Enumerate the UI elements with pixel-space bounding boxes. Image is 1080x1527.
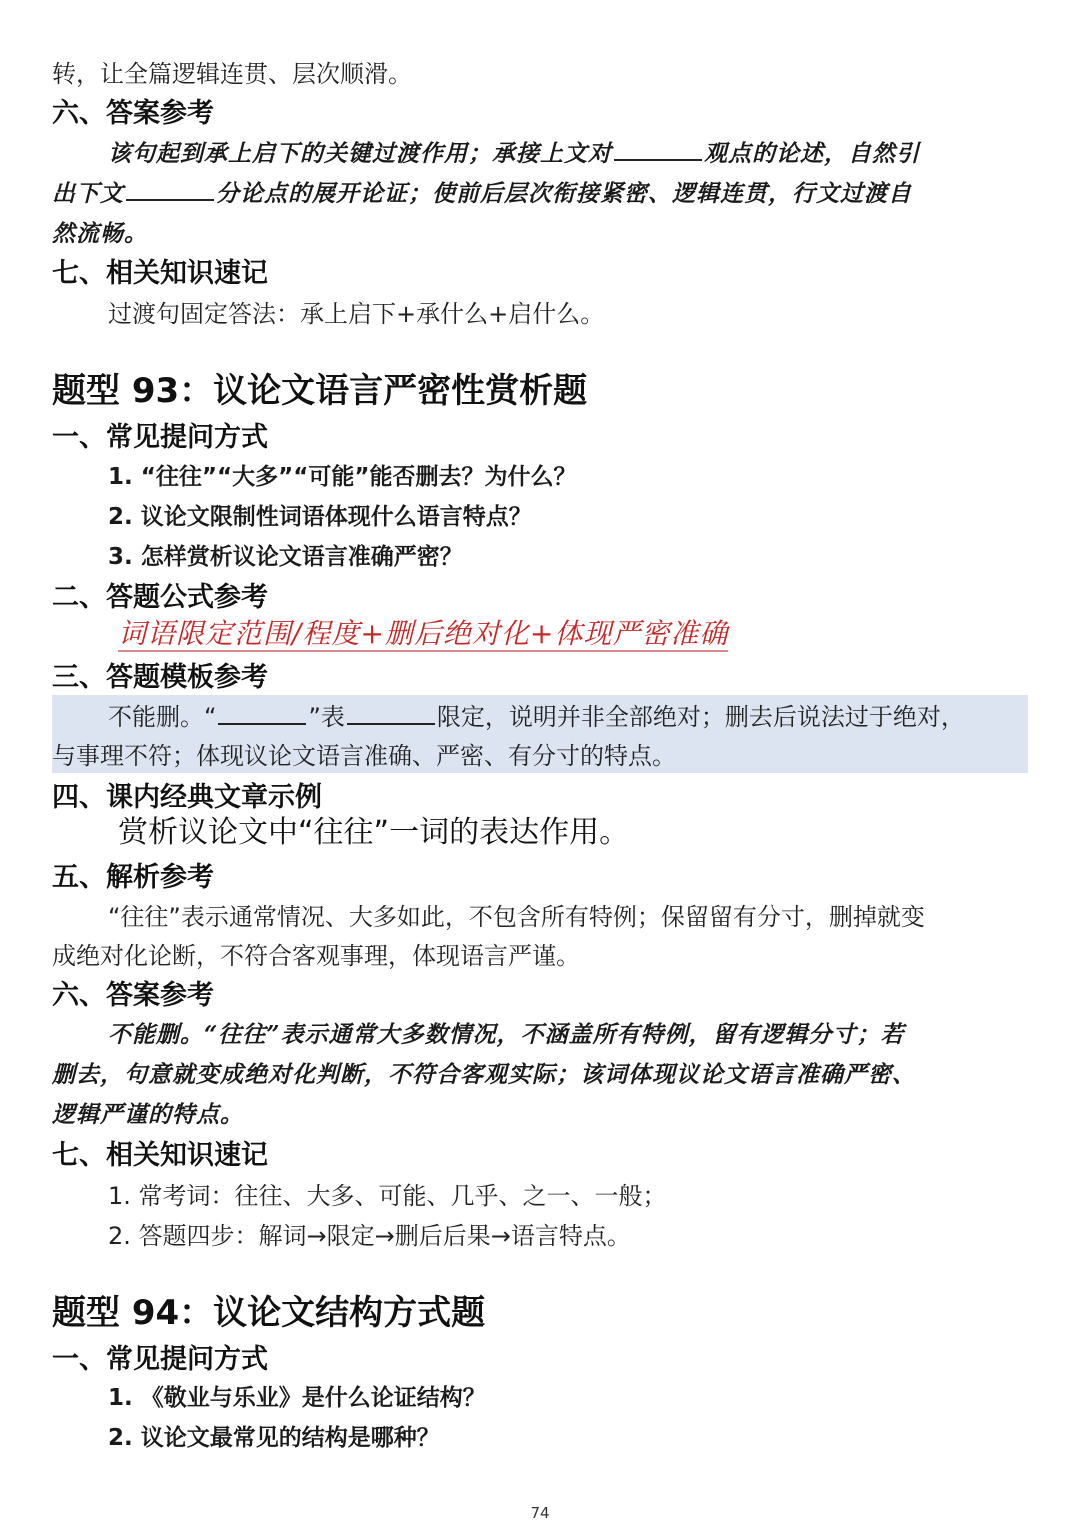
template-text: 限定，说明并非全部绝对；删去后说法过于绝对， xyxy=(436,703,965,731)
page-number: 74 xyxy=(530,1504,550,1522)
section-heading-answer: 六、答案参考 xyxy=(52,980,214,1011)
example-prompt: 赏析议论文中“往往”一词的表达作用。 xyxy=(118,815,630,850)
answer-line xyxy=(108,142,920,165)
section-heading-questions: 一、常见提问方式 xyxy=(52,422,268,453)
knowledge-line: 2. 答题四步：解词→限定→删后后果→语言特点。 xyxy=(108,1222,631,1250)
analysis-line: 成绝对化论断，不符合客观事理，体现语言严谨。 xyxy=(52,942,580,970)
section-heading-analysis: 五、解析参考 xyxy=(52,862,214,893)
fill-blank xyxy=(614,159,702,161)
section-heading-knowledge: 七、相关知识速记 xyxy=(52,1140,268,1171)
answer-text: 该句起到承上启下的关键过渡作用；承接上文对 xyxy=(108,140,612,167)
answer-line: 逻辑严谨的特点。 xyxy=(52,1101,244,1128)
section-heading-template: 三、答题模板参考 xyxy=(52,662,268,693)
topic-title-94: 题型 94：议论文结构方式题 xyxy=(52,1293,486,1333)
knowledge-line: 过渡句固定答法：承上启下+承什么+启什么。 xyxy=(108,300,605,328)
template-line xyxy=(108,705,965,729)
knowledge-line: 1. 常考词：往往、大多、可能、几乎、之一、一般； xyxy=(108,1182,667,1210)
answer-text: 观点的论述，自然引 xyxy=(704,140,920,167)
analysis-line: “往往”表示通常情况、大多如此，不包含所有特例；保留留有分寸，删掉就变 xyxy=(108,903,925,931)
answer-text: 分论点的展开论证；使前后层次衔接紧密、逻辑连贯，行文过渡自 xyxy=(216,180,912,207)
answer-text: 出下文 xyxy=(52,180,124,207)
section-heading-questions: 一、常见提问方式 xyxy=(52,1344,268,1375)
section-heading-example: 四、课内经典文章示例 xyxy=(52,782,322,813)
answer-line: 不能删。“往往”表示通常大多数情况，不涵盖所有特例，留有逻辑分寸；若 xyxy=(108,1021,905,1048)
question-item: 2. 议论文最常见的结构是哪种？ xyxy=(108,1425,440,1451)
section-heading-knowledge: 七、相关知识速记 xyxy=(52,258,268,289)
question-item: 1. “往往”“大多”“可能”能否删去？为什么？ xyxy=(108,464,577,490)
question-item: 3. 怎样赏析议论文语言准确严密？ xyxy=(108,544,463,570)
template-text: ”表 xyxy=(308,703,345,731)
template-text: 不能删。“ xyxy=(108,703,217,731)
continuation-line: 转，让全篇逻辑连贯、层次顺滑。 xyxy=(52,60,412,88)
section-heading-formula: 二、答题公式参考 xyxy=(52,582,268,613)
answer-formula: 词语限定范围/程度+删后绝对化+体现严密准确 xyxy=(118,617,729,650)
fill-blank xyxy=(126,199,214,201)
question-item: 2. 议论文限制性词语体现什么语言特点？ xyxy=(108,504,532,530)
answer-line: 删去，句意就变成绝对化判断，不符合客观实际；该词体现议论文语言准确严密、 xyxy=(52,1061,916,1088)
answer-line: 然流畅。 xyxy=(52,220,148,247)
question-item: 1. 《敬业与乐业》是什么论证结构？ xyxy=(108,1385,486,1411)
fill-blank xyxy=(347,723,435,725)
fill-blank xyxy=(218,723,306,725)
section-heading-answer: 六、答案参考 xyxy=(52,98,214,129)
template-line: 与事理不符；体现议论文语言准确、严密、有分寸的特点。 xyxy=(52,742,676,770)
answer-line xyxy=(52,182,912,205)
topic-title-93: 题型 93：议论文语言严密性赏析题 xyxy=(52,371,588,411)
